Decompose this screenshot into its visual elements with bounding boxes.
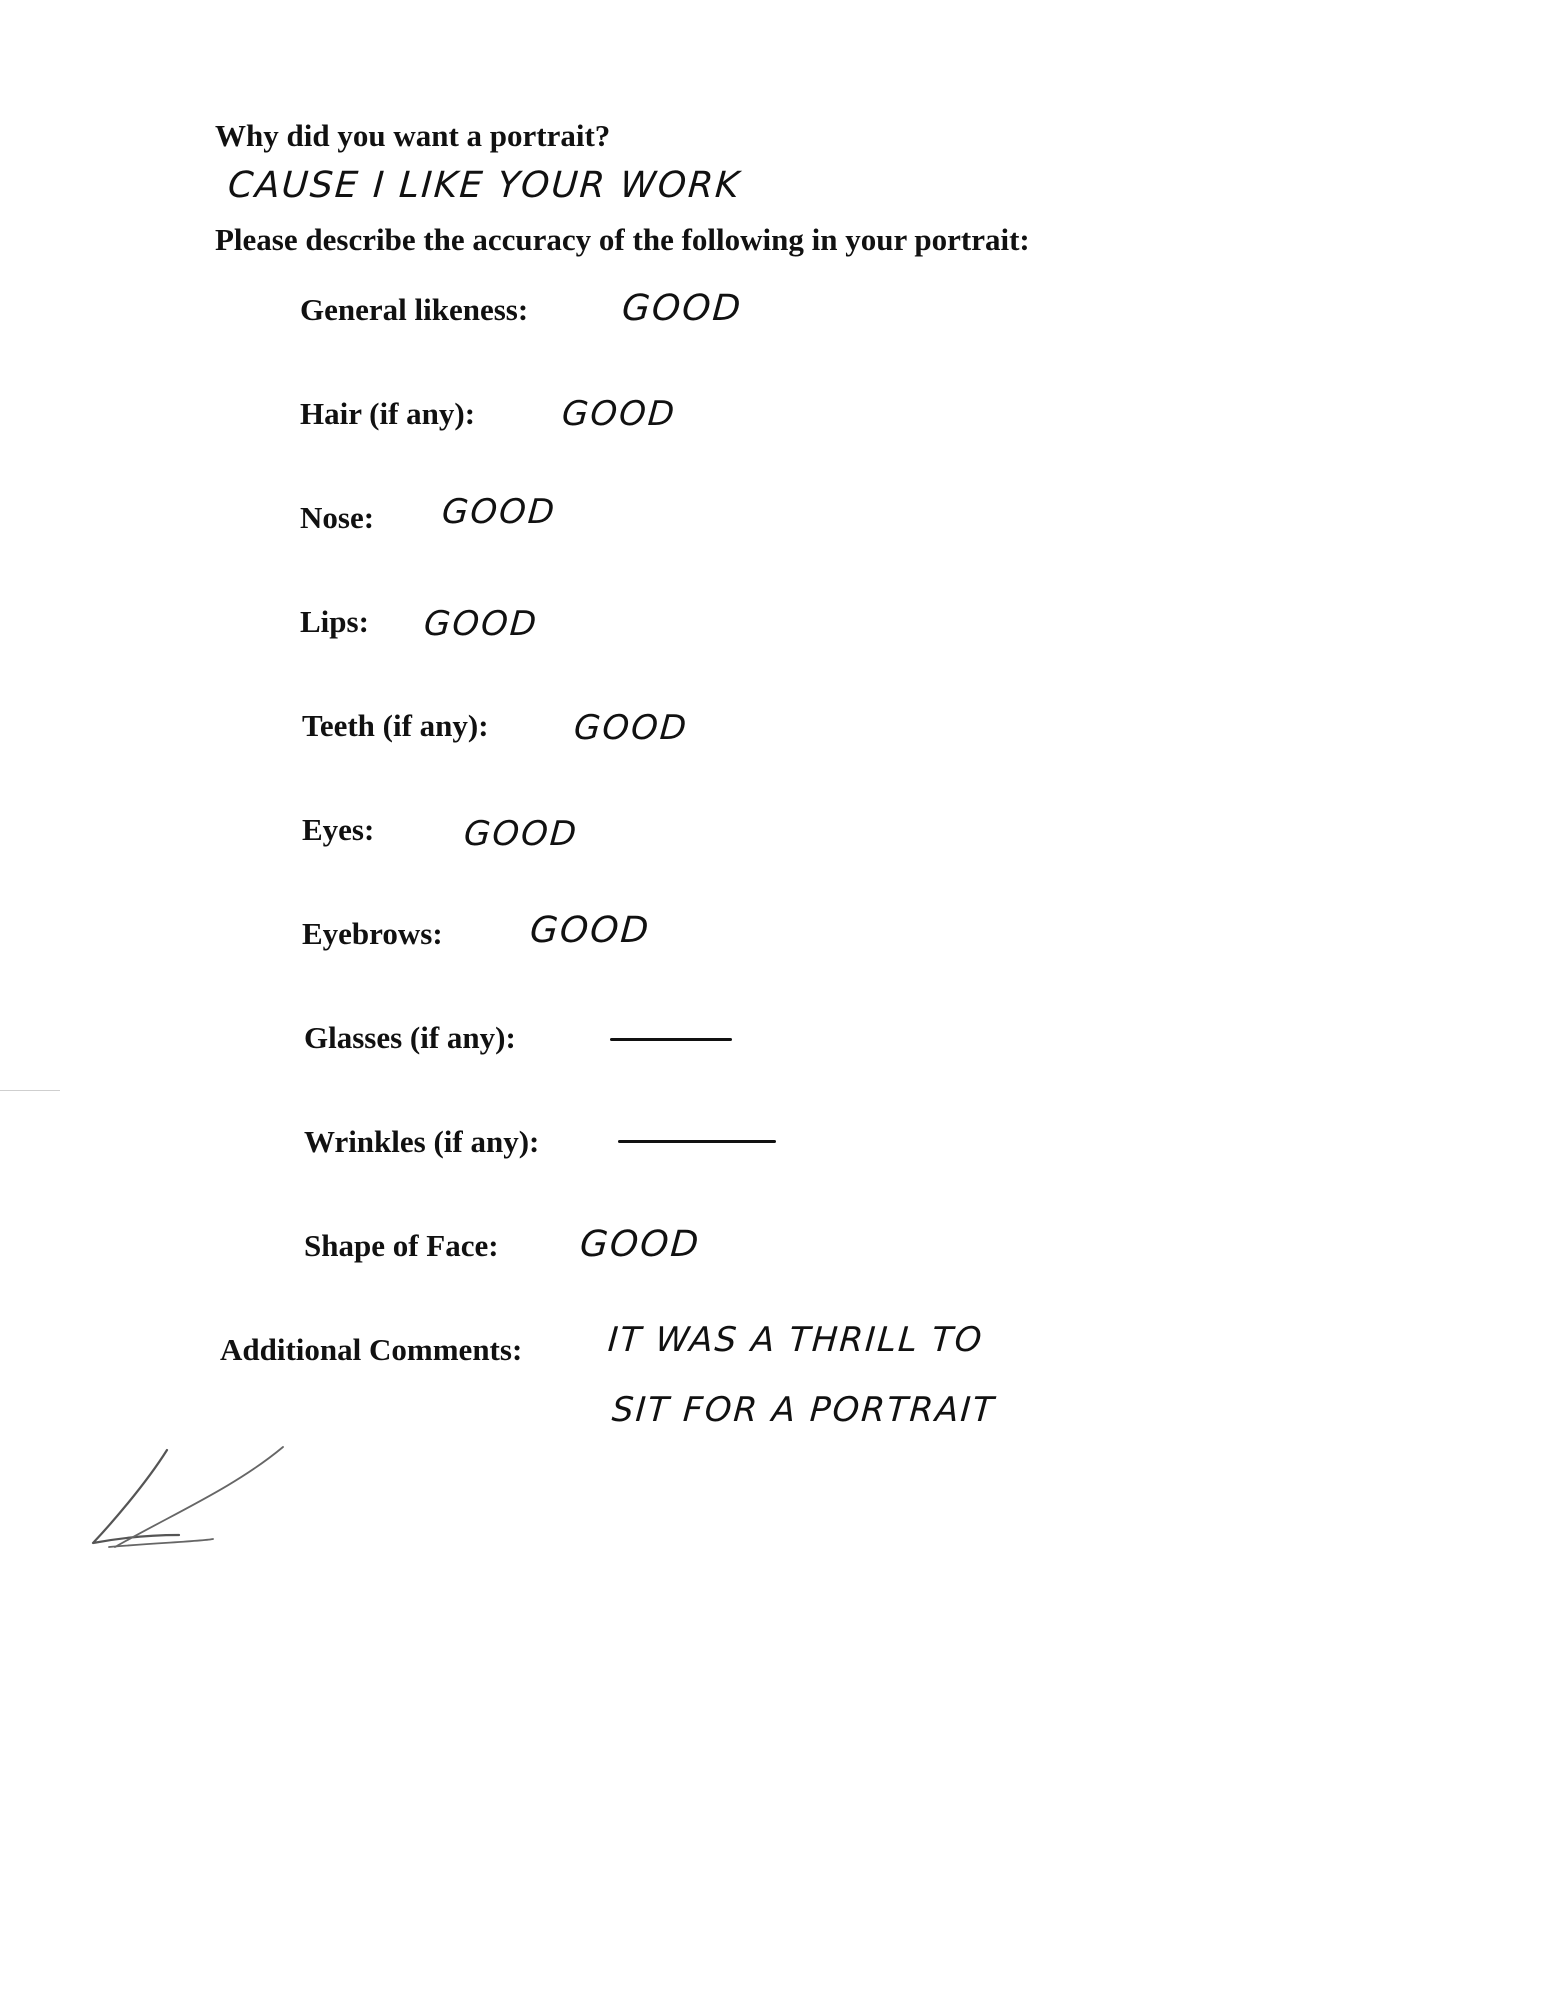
scan-artifact-line	[0, 1090, 60, 1091]
feature-label-wrinkles: Wrinkles (if any):	[304, 1124, 540, 1159]
feature-label-teeth: Teeth (if any):	[302, 708, 489, 743]
additional-comments-line-1: IT WAS A THRILL TO	[606, 1320, 985, 1360]
portrait-reason-answer: CAUSE I LIKE YOUR WORK	[226, 165, 743, 206]
feature-answer-eyes: GOOD	[462, 814, 580, 854]
glasses-blank-line	[610, 1038, 732, 1041]
feature-label-general-likeness: General likeness:	[300, 292, 529, 327]
additional-comments-label: Additional Comments:	[220, 1332, 523, 1367]
feature-answer-nose: GOOD	[440, 492, 558, 532]
feature-label-nose: Nose:	[300, 500, 375, 535]
feature-answer-teeth: GOOD	[572, 708, 690, 748]
feature-label-lips: Lips:	[300, 604, 369, 639]
wrinkles-blank-line	[618, 1140, 776, 1143]
signature-icon	[85, 1435, 295, 1575]
feature-label-shape-of-face: Shape of Face:	[304, 1228, 499, 1263]
feature-answer-eyebrows: GOOD	[528, 910, 652, 951]
feature-label-hair: Hair (if any):	[300, 396, 476, 431]
feature-answer-general-likeness: GOOD	[620, 288, 744, 329]
feature-label-eyebrows: Eyebrows:	[302, 916, 443, 951]
feature-label-glasses: Glasses (if any):	[304, 1020, 516, 1055]
portrait-reason-question: Why did you want a portrait?	[215, 118, 611, 153]
accuracy-instruction: Please describe the accuracy of the following in your portrait:	[215, 222, 1030, 257]
feature-answer-hair: GOOD	[560, 394, 678, 434]
feature-answer-lips: GOOD	[422, 604, 540, 644]
additional-comments-line-2: SIT FOR A PORTRAIT	[610, 1390, 997, 1430]
feature-label-eyes: Eyes:	[302, 812, 375, 847]
feature-answer-shape-of-face: GOOD	[578, 1224, 702, 1265]
